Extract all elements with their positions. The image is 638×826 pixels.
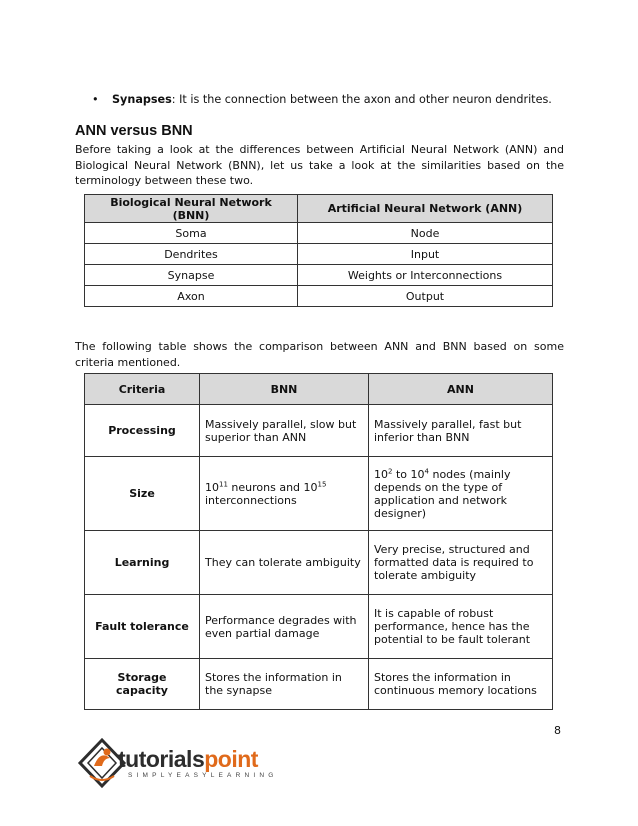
section-heading: ANN versus BNN [75, 123, 193, 139]
header-ann: Artificial Neural Network (ANN) [298, 195, 553, 223]
cell-bnn: Performance degrades with even partial damage [200, 595, 369, 659]
terminology-table [84, 194, 553, 307]
bullet-term: Synapses [112, 93, 172, 106]
logo-word-dark: tutorials [118, 746, 205, 772]
logo-tagline: SIMPLYEASYLEARNING [128, 772, 278, 779]
cell-ann: $10^2$ to $10^4$ nodes (mainly depends on the type of application and network designer) [369, 457, 553, 531]
table-row [85, 659, 553, 710]
header-criteria: Criteria [85, 374, 200, 405]
table-row [85, 595, 553, 659]
page-number: 8 [554, 724, 561, 737]
cell-criteria: Learning [85, 531, 200, 595]
cell-ann: It is capable of robust performance, hence has the potential to be fault tolerant [369, 595, 553, 659]
table-row [85, 265, 553, 286]
cell-bnn: Soma [85, 223, 298, 244]
header-ann: ANN [369, 374, 553, 405]
cell-ann: Output [298, 286, 553, 307]
cell-ann: Node [298, 223, 553, 244]
comparison-paragraph: The following table shows the comparison between ANN and BNN based on some criteria mentioned. [75, 340, 564, 369]
cell-ann: Stores the information in continuous memory locations [369, 659, 553, 710]
bullet-icon: • [92, 93, 99, 106]
cell-ann: Very precise, structured and formatted data is required to tolerate ambiguity [369, 531, 553, 595]
comparison-table [84, 373, 553, 710]
bullet-text: : It is the connection between the axon and other neuron dendrites. [171, 93, 552, 106]
cell-bnn: Axon [85, 286, 298, 307]
cell-bnn: They can tolerate ambiguity [200, 531, 369, 595]
table-row [85, 457, 553, 531]
cell-bnn: $10^{11}$ neurons and $10^{15}$ interconnections [200, 457, 369, 531]
cell-ann: Weights or Interconnections [298, 265, 553, 286]
cell-criteria: Processing [85, 405, 200, 457]
cell-bnn: Stores the information in the synapse [200, 659, 369, 710]
cell-ann: Massively parallel, fast but inferior than BNN [369, 405, 553, 457]
header-bnn: BNN [200, 374, 369, 405]
logo-word-orange: point [204, 746, 258, 772]
table-row [85, 244, 553, 265]
table-header-row [85, 195, 553, 223]
table-row [85, 223, 553, 244]
cell-ann: Input [298, 244, 553, 265]
table-row [85, 531, 553, 595]
cell-criteria: Size [85, 457, 200, 531]
header-bnn: Biological Neural Network (BNN) [85, 195, 298, 223]
cell-bnn: Dendrites [85, 244, 298, 265]
cell-criteria: Fault tolerance [85, 595, 200, 659]
table-row [85, 286, 553, 307]
table-row [85, 405, 553, 457]
table-header-row [85, 374, 553, 405]
cell-bnn: Massively parallel, slow but superior than ANN [200, 405, 369, 457]
intro-paragraph: Before taking a look at the differences between Artificial Neural Network (ANN) and Biological Neural Network (BNN), let us take a look at the similarities based on the terminology between these two. [75, 143, 564, 187]
cell-criteria: Storage capacity [85, 659, 200, 710]
cell-bnn: Synapse [85, 265, 298, 286]
tutorialspoint-logo [76, 736, 278, 796]
